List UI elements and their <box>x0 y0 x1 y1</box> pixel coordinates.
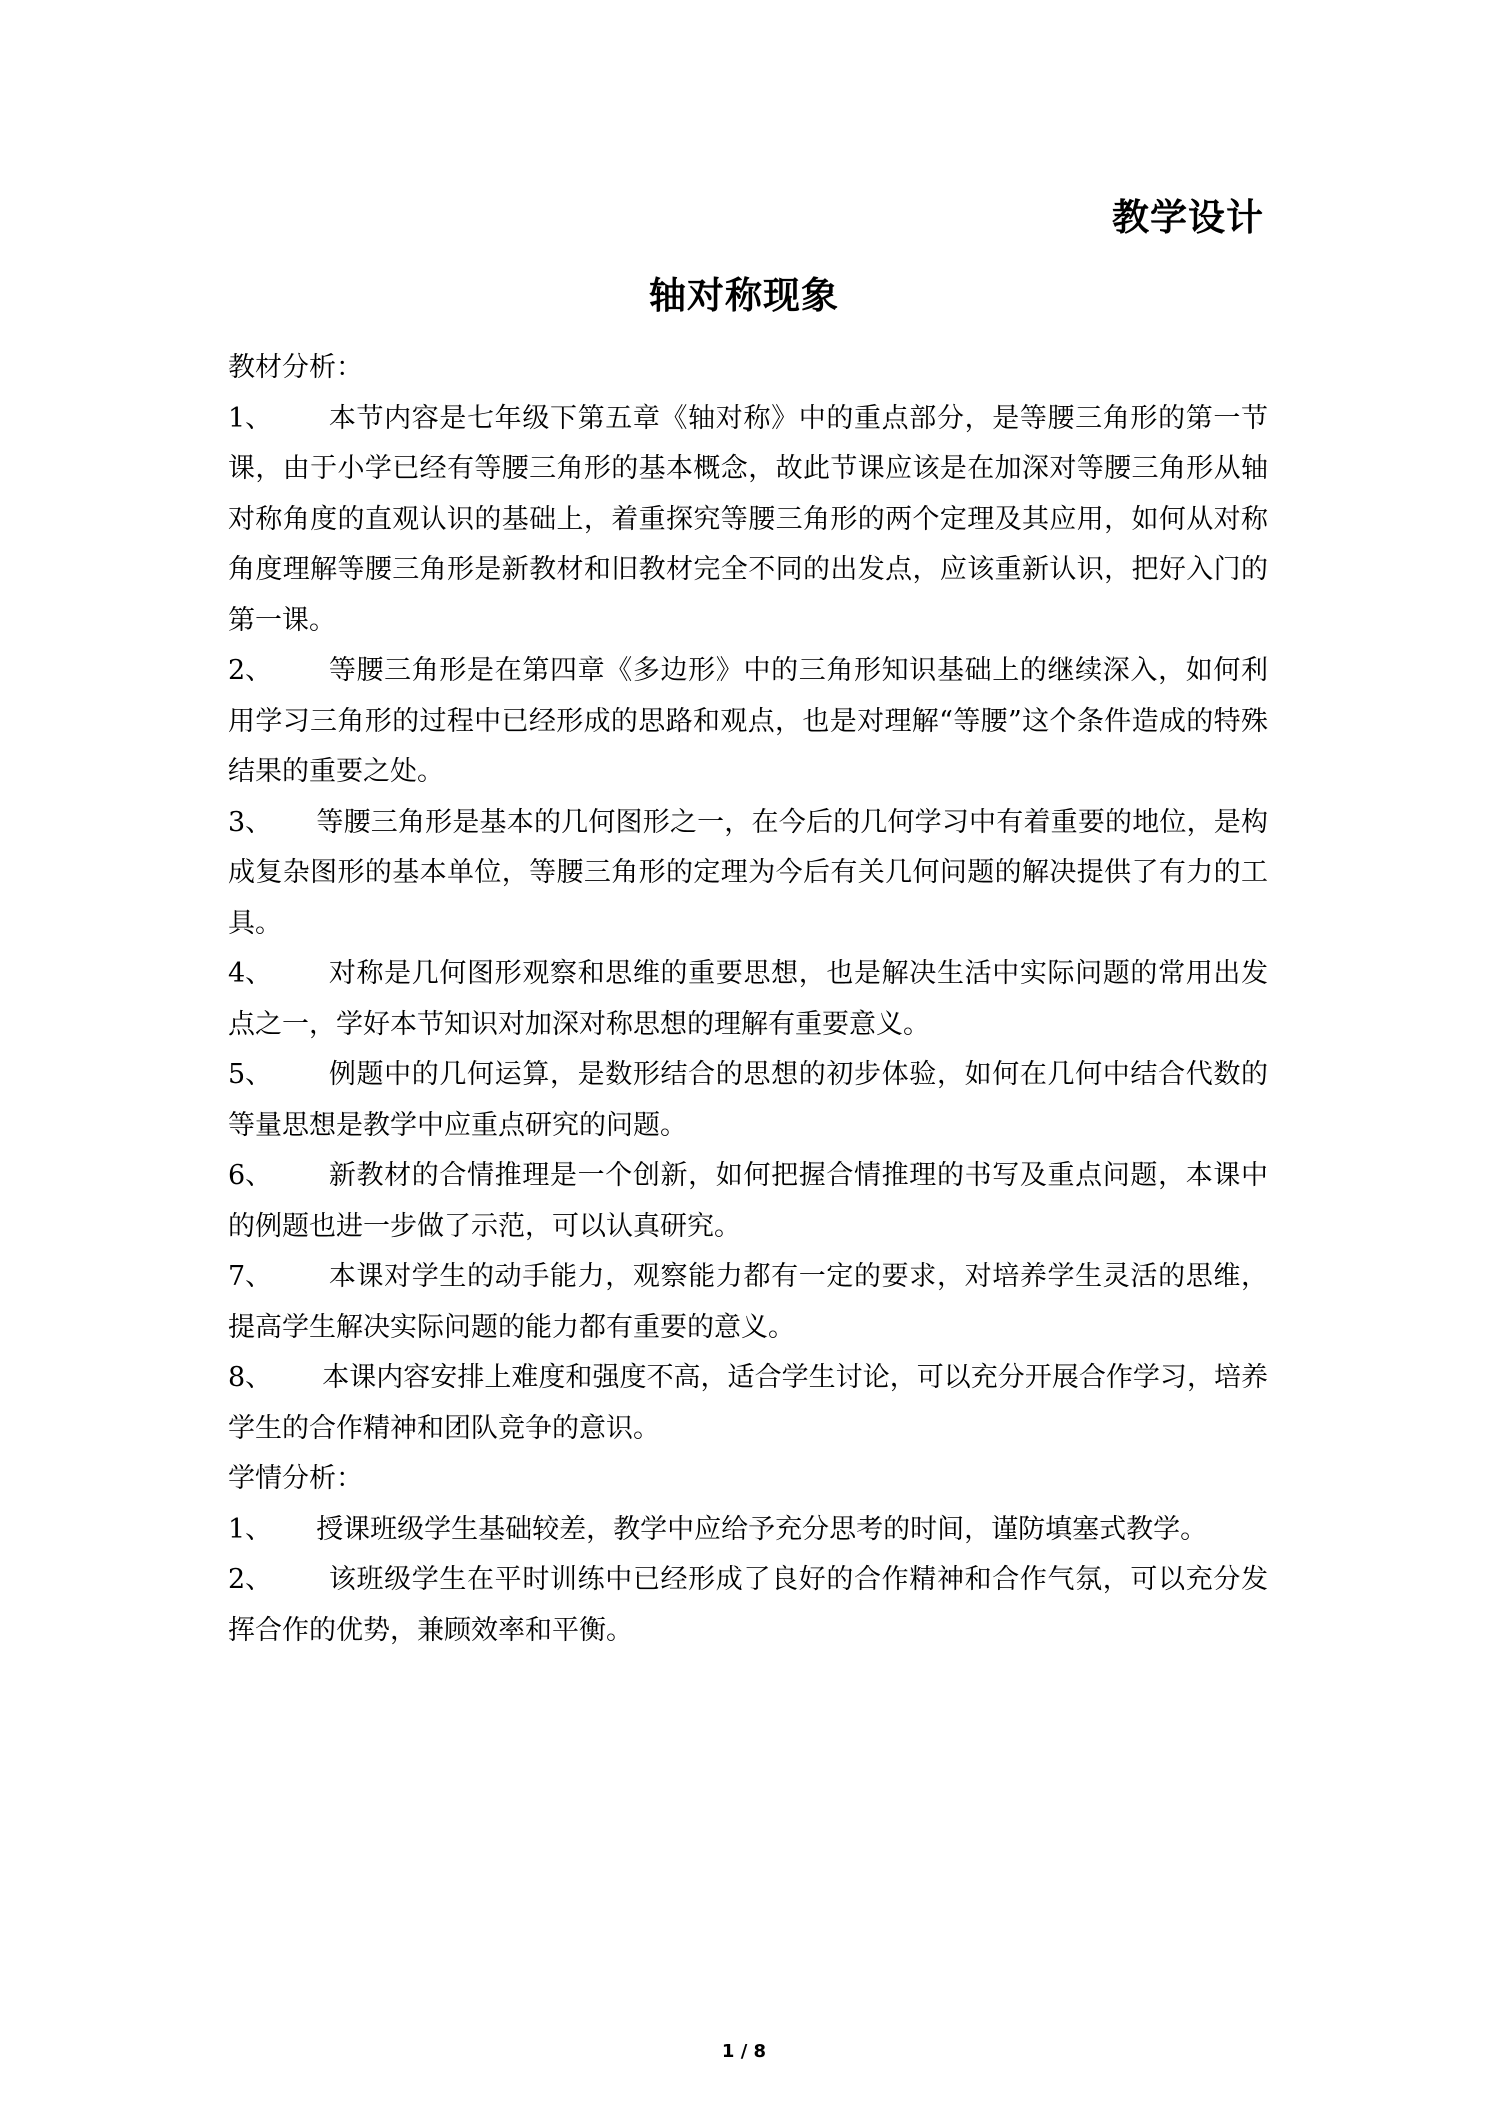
item-text: 该班级学生在平时训练中已经形成了良好的合作精神和合作气氛，可以充分发挥合作的优势，兼顾效率和平衡。 <box>228 1564 1268 1646</box>
document-body <box>228 343 1268 1656</box>
lesson-title: 轴对称现象 <box>649 274 839 317</box>
item-text: 例题中的几何运算，是数形结合的思想的初步体验，如何在几何中结合代数的等量思想是教学中应重点研究的问题。 <box>228 1059 1268 1141</box>
item-number: 8、 <box>228 1362 273 1393</box>
document-type-heading: 教学设计 <box>1112 196 1264 239</box>
item-text: 对称是几何图形观察和思维的重要思想，也是解决生活中实际问题的常用出发点之一，学好本节知识对加深对称思想的理解有重要意义。 <box>228 958 1268 1040</box>
list-item <box>228 1151 1268 1252</box>
item-number: 1、 <box>228 402 273 434</box>
list-item <box>228 798 1268 950</box>
item-number: 2、 <box>228 1564 273 1595</box>
section-heading-material-analysis: 教材分析： <box>228 352 363 383</box>
item-number: 2、 <box>228 655 273 686</box>
item-number: 4、 <box>228 958 273 989</box>
item-number: 3、 <box>228 806 273 838</box>
item-text: 本课对学生的动手能力，观察能力都有一定的要求，对培养学生灵活的思维，提高学生解决实际问题的能力都有重要的意义。 <box>228 1261 1268 1343</box>
item-number: 5、 <box>228 1059 273 1090</box>
item-text: 新教材的合情推理是一个创新，如何把握合情推理的书写及重点问题，本课中的例题也进一步做了示范，可以认真研究。 <box>228 1160 1268 1242</box>
item-number: 6、 <box>228 1160 273 1191</box>
list-item <box>228 394 1268 647</box>
item-number: 1、 <box>228 1513 273 1545</box>
list-item <box>228 646 1268 798</box>
item-text: 本课内容安排上难度和强度不高，适合学生讨论，可以充分开展合作学习，培养学生的合作精神和团队竞争的意识。 <box>228 1362 1268 1444</box>
list-item <box>228 1050 1268 1151</box>
list-item <box>228 1505 1268 1556</box>
item-text: 等腰三角形是基本的几何图形之一，在今后的几何学习中有着重要的地位，是构成复杂图形的基本单位，等腰三角形的定理为今后有关几何问题的解决提供了有力的工具。 <box>228 806 1268 939</box>
list-item <box>228 1353 1268 1454</box>
page-number: 1 / 8 <box>721 2041 767 2062</box>
list-item <box>228 1555 1268 1656</box>
item-number: 7、 <box>228 1261 273 1292</box>
list-item <box>228 949 1268 1050</box>
item-text: 授课班级学生基础较差，教学中应给予充分思考的时间，谨防填塞式教学。 <box>316 1513 1208 1545</box>
section-heading-student-analysis: 学情分析： <box>228 1463 363 1494</box>
item-text: 本节内容是七年级下第五章《轴对称》中的重点部分，是等腰三角形的第一节课，由于小学已经有等腰三角形的基本概念，故此节课应该是在加深对等腰三角形从轴对称角度的直观认识的基础上，着重探究等腰三角形的两个定理及其应用，如何从对称角度理解等腰三角形是新教材和旧教材完全不同的出发点，应该重新认识，把好入门的第一课。 <box>228 402 1268 636</box>
item-text: 等腰三角形是在第四章《多边形》中的三角形知识基础上的继续深入，如何利用学习三角形的过程中已经形成的思路和观点，也是对理解“等腰”这个条件造成的特殊结果的重要之处。 <box>228 655 1268 787</box>
list-item <box>228 1252 1268 1353</box>
